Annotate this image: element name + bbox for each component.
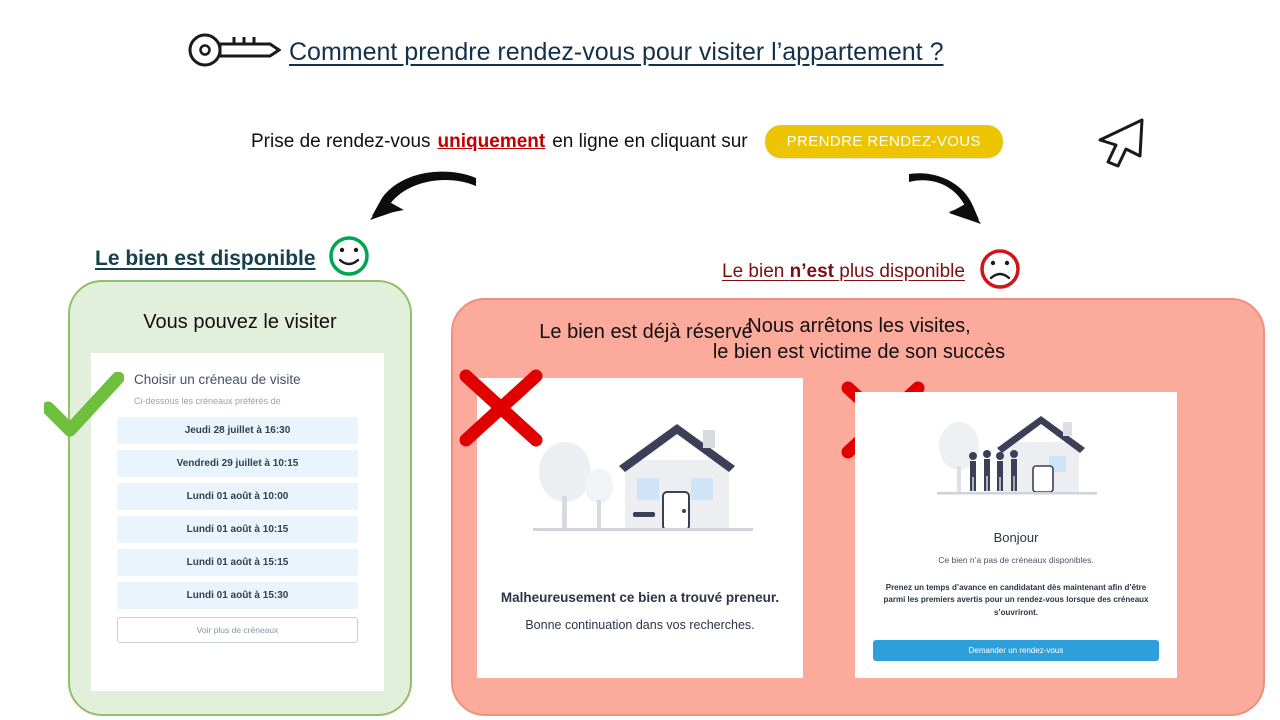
house-with-queue-illustration (937, 400, 1097, 525)
panel-title-stopped (649, 314, 1069, 365)
smiley-sad-icon (977, 248, 1023, 295)
slot-option[interactable]: Jeudi 28 juillet à 16:30 (117, 417, 358, 444)
subtitle-after: en ligne en cliquant sur (552, 130, 748, 152)
slot-option[interactable]: Lundi 01 août à 10:00 (117, 483, 358, 510)
branch-heading-available (95, 235, 372, 282)
bonjour-screenshot-card (855, 392, 1177, 678)
reserved-message-line2: Bonne continuation dans vos recherches. (525, 618, 755, 632)
curved-arrow-down-left-icon (368, 168, 480, 235)
bonjour-body: Prenez un temps d’avance en candidatant dès maintenant afin d’être parmi les premiers avertis pour un rendez-vous lorsque des créneaux s’ouvriront. (883, 583, 1149, 617)
slot-option[interactable]: Lundi 01 août à 15:15 (117, 549, 358, 576)
mouse-cursor-icon (1096, 118, 1148, 175)
reserved-message-line1: Malheureusement ce bien a trouvé preneur. (500, 590, 780, 605)
slot-option[interactable]: Vendredi 29 juillet à 10:15 (117, 450, 358, 477)
bonjour-note: Ce bien n’a pas de créneaux disponibles. (938, 555, 1094, 565)
branch-label-part1: Le bien (722, 260, 785, 282)
prendre-rendez-vous-button[interactable]: PRENDRE RENDEZ-VOUS (765, 125, 1003, 158)
more-slots-button[interactable]: Voir plus de créneaux (117, 617, 358, 643)
branch-label-bold: n’est (789, 260, 834, 282)
slots-subheading: Ci-dessous les créneaux préférés de (134, 396, 281, 406)
subtitle-row (251, 125, 1003, 158)
panel-title-available: Vous pouvez le visiter (143, 311, 337, 333)
page-title: Comment prendre rendez-vous pour visiter l’appartement ? (289, 38, 944, 66)
demander-rendez-vous-button[interactable]: Demander un rendez-vous (873, 640, 1159, 661)
subtitle-emphasis: uniquement (437, 130, 546, 152)
branch-label-part2: plus disponible (839, 260, 965, 282)
slots-screenshot-card (91, 353, 384, 691)
branch-heading-unavailable (722, 248, 1023, 295)
slot-option[interactable]: Lundi 01 août à 10:15 (117, 516, 358, 543)
panel-title-stopped-line2: le bien est victime de son succès (712, 340, 1006, 363)
house-illustration (533, 400, 753, 575)
smiley-happy-icon (326, 235, 372, 282)
panel-title-reserved: Le bien est déjà réservé (539, 321, 753, 343)
red-cross-icon (458, 368, 544, 453)
key-icon (186, 30, 281, 75)
branch-label-unavailable (722, 261, 965, 283)
slots-heading: Choisir un créneau de visite (134, 372, 301, 387)
bonjour-greeting: Bonjour (993, 530, 1039, 545)
slot-option[interactable]: Lundi 01 août à 15:30 (117, 582, 358, 609)
page-title-row (186, 30, 943, 75)
green-check-icon (44, 372, 124, 449)
curved-arrow-down-right-icon (905, 168, 985, 235)
panel-title-stopped-line1: Nous arrêtons les visites, (747, 315, 971, 337)
subtitle-before: Prise de rendez-vous (251, 130, 431, 152)
branch-label-available: Le bien est disponible (95, 246, 316, 270)
